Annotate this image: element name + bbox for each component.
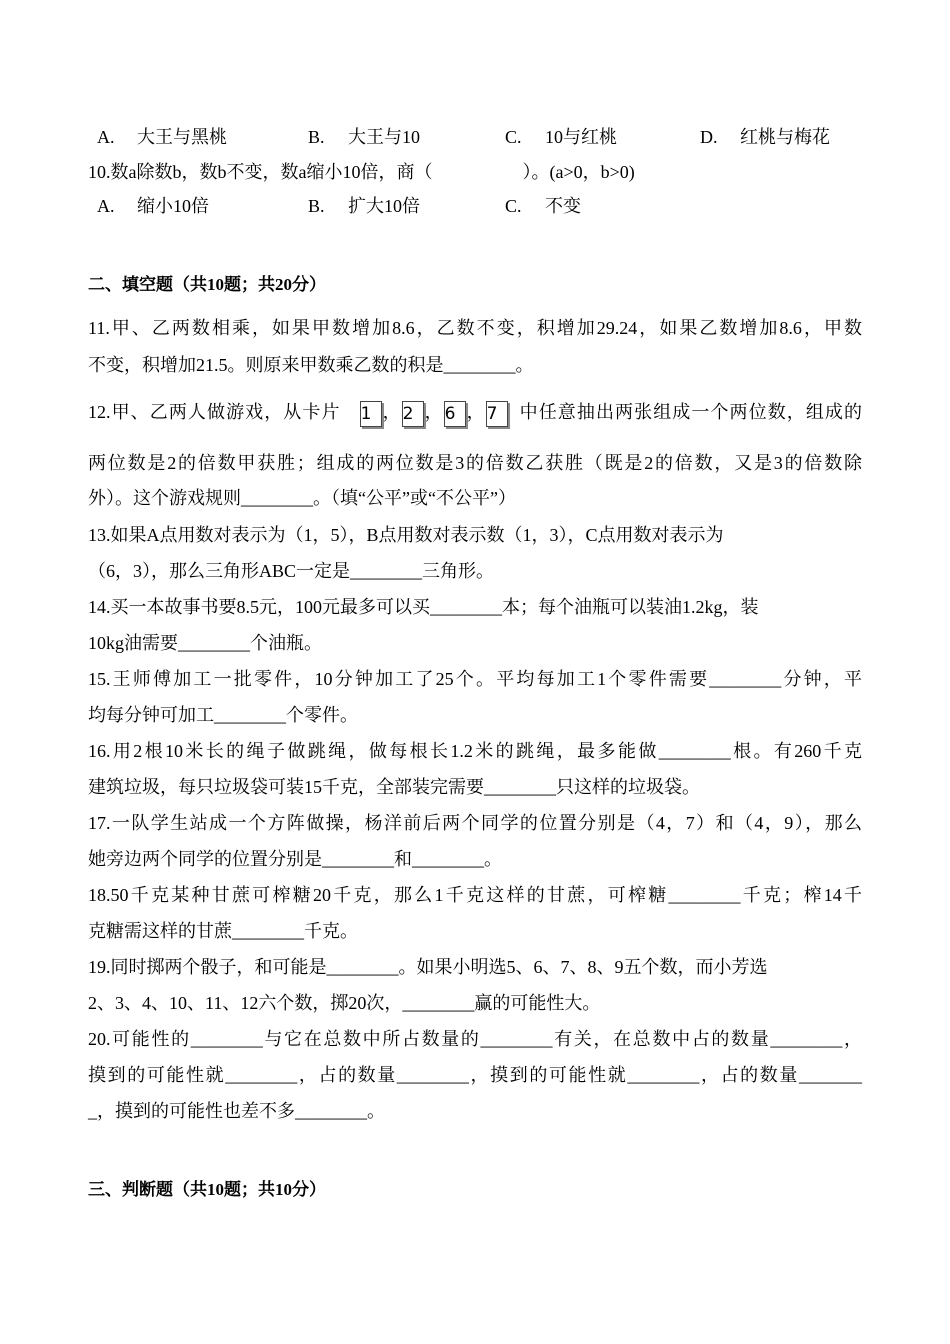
q9-option-b: [308, 119, 420, 155]
number-card: 6: [444, 401, 466, 427]
option-text: 红桃与梅花: [740, 127, 830, 147]
question-17-line-2: 她旁边两个同学的位置分别是________和________。: [88, 849, 502, 869]
question-11-line-1: 11.甲、乙两数相乘，如果甲数增加8.6，乙数不变，积增加29.24，如果乙数增加8.6，甲数: [88, 318, 862, 338]
q9-option-d: [700, 119, 830, 155]
question-12-line-2: 两位数是2的倍数甲获胜；组成的两位数是3的倍数乙获胜（既是2的倍数，又是3的倍数除: [88, 453, 862, 473]
question-20-line-3: _，摸到的可能性也差不多________。: [88, 1101, 385, 1121]
question-20-line-1: 20.可能性的________与它在总数中所占数量的________有关，在总数中占的数量________，: [88, 1029, 862, 1049]
option-label: C.: [505, 127, 522, 147]
question-13-line-1: 13.如果A点用数对表示为（1，5），B点用数对表示数（1，3），C点用数对表示为: [88, 525, 724, 545]
question-18-line-1: 18.50千克某种甘蔗可榨糖20千克，那么1千克这样的甘蔗，可榨糖________千克；榨14千: [88, 885, 862, 905]
option-label: B.: [308, 196, 325, 216]
question-12-suffix: 中任意抽出两张组成一个两位数，组成的: [518, 402, 863, 422]
option-label: A.: [97, 196, 115, 216]
option-label: B.: [308, 127, 325, 147]
number-card: 2: [402, 401, 424, 427]
question-20-line-2: 摸到的可能性就________，占的数量________，摸到的可能性就________，占的数量_______: [88, 1065, 862, 1085]
section-2-heading: 二、填空题（共10题；共20分）: [88, 275, 326, 294]
card-separator: ，: [424, 402, 443, 422]
q9-option-c: [505, 119, 617, 155]
option-text: 扩大10倍: [348, 196, 420, 216]
question-19-line-2: 2、3、4、10、11、12六个数，掷20次，________赢的可能性大。: [88, 993, 601, 1013]
q10-option-b: [308, 188, 420, 224]
question-19-line-1: 19.同时掷两个骰子，和可能是________。如果小明选5、6、7、8、9五个数，而小芳选: [88, 957, 768, 977]
question-11-line-2: 不变，积增加21.5。则原来甲数乘乙数的积是________。: [88, 355, 534, 375]
question-15-line-1: 15.王师傅加工一批零件，10分钟加工了25个。平均每加工1个零件需要________分钟，平: [88, 669, 862, 689]
section-3-heading: 三、判断题（共10题；共10分）: [88, 1180, 326, 1199]
number-card: 1: [360, 401, 382, 427]
question-14-line-1: 14.买一本故事书要8.5元，100元最多可以买________本；每个油瓶可以装油1.2kg，装: [88, 597, 759, 617]
question-13-line-2: （6，3），那么三角形ABC一定是________三角形。: [88, 561, 495, 581]
option-text: 大王与黑桃: [137, 127, 227, 147]
option-text: 缩小10倍: [137, 196, 209, 216]
number-card: 7: [486, 401, 508, 427]
question-18-line-2: 克糖需这样的甘蔗________千克。: [88, 921, 358, 941]
option-label: C.: [505, 196, 522, 216]
q10-option-a: [97, 188, 209, 224]
option-text: 10与红桃: [545, 127, 617, 147]
number-cards: [359, 394, 509, 430]
card-separator: ，: [466, 402, 485, 422]
question-14-line-2: 10kg油需要________个油瓶。: [88, 633, 322, 653]
option-label: D.: [700, 127, 718, 147]
question-12-line-3: 外）。这个游戏规则________。（填“公平”或“不公平”）: [88, 488, 516, 508]
question-15-line-2: 均每分钟可加工________个零件。: [88, 705, 358, 725]
option-text: 大王与10: [348, 127, 420, 147]
q10-option-c: [505, 188, 581, 224]
q9-option-a: [97, 119, 227, 155]
question-12-line-1: [88, 394, 862, 430]
question-16-line-1: 16.用2根10米长的绳子做跳绳，做每根长1.2米的跳绳，最多能做________根。有260千克: [88, 741, 862, 761]
card-separator: ，: [382, 402, 401, 422]
option-text: 不变: [545, 196, 581, 216]
question-16-line-2: 建筑垃圾，每只垃圾袋可装15千克，全部装完需要________只这样的垃圾袋。: [88, 777, 700, 797]
question-12-prefix: 12.甲、乙两人做游戏，从卡片: [88, 402, 341, 422]
option-label: A.: [97, 127, 115, 147]
question-10-stem: 10.数a除数b，数b不变，数a缩小10倍，商（ ）。(a>0，b>0): [88, 162, 635, 182]
question-17-line-1: 17.一队学生站成一个方阵做操，杨洋前后两个同学的位置分别是（4，7）和（4，9），那么: [88, 813, 862, 833]
